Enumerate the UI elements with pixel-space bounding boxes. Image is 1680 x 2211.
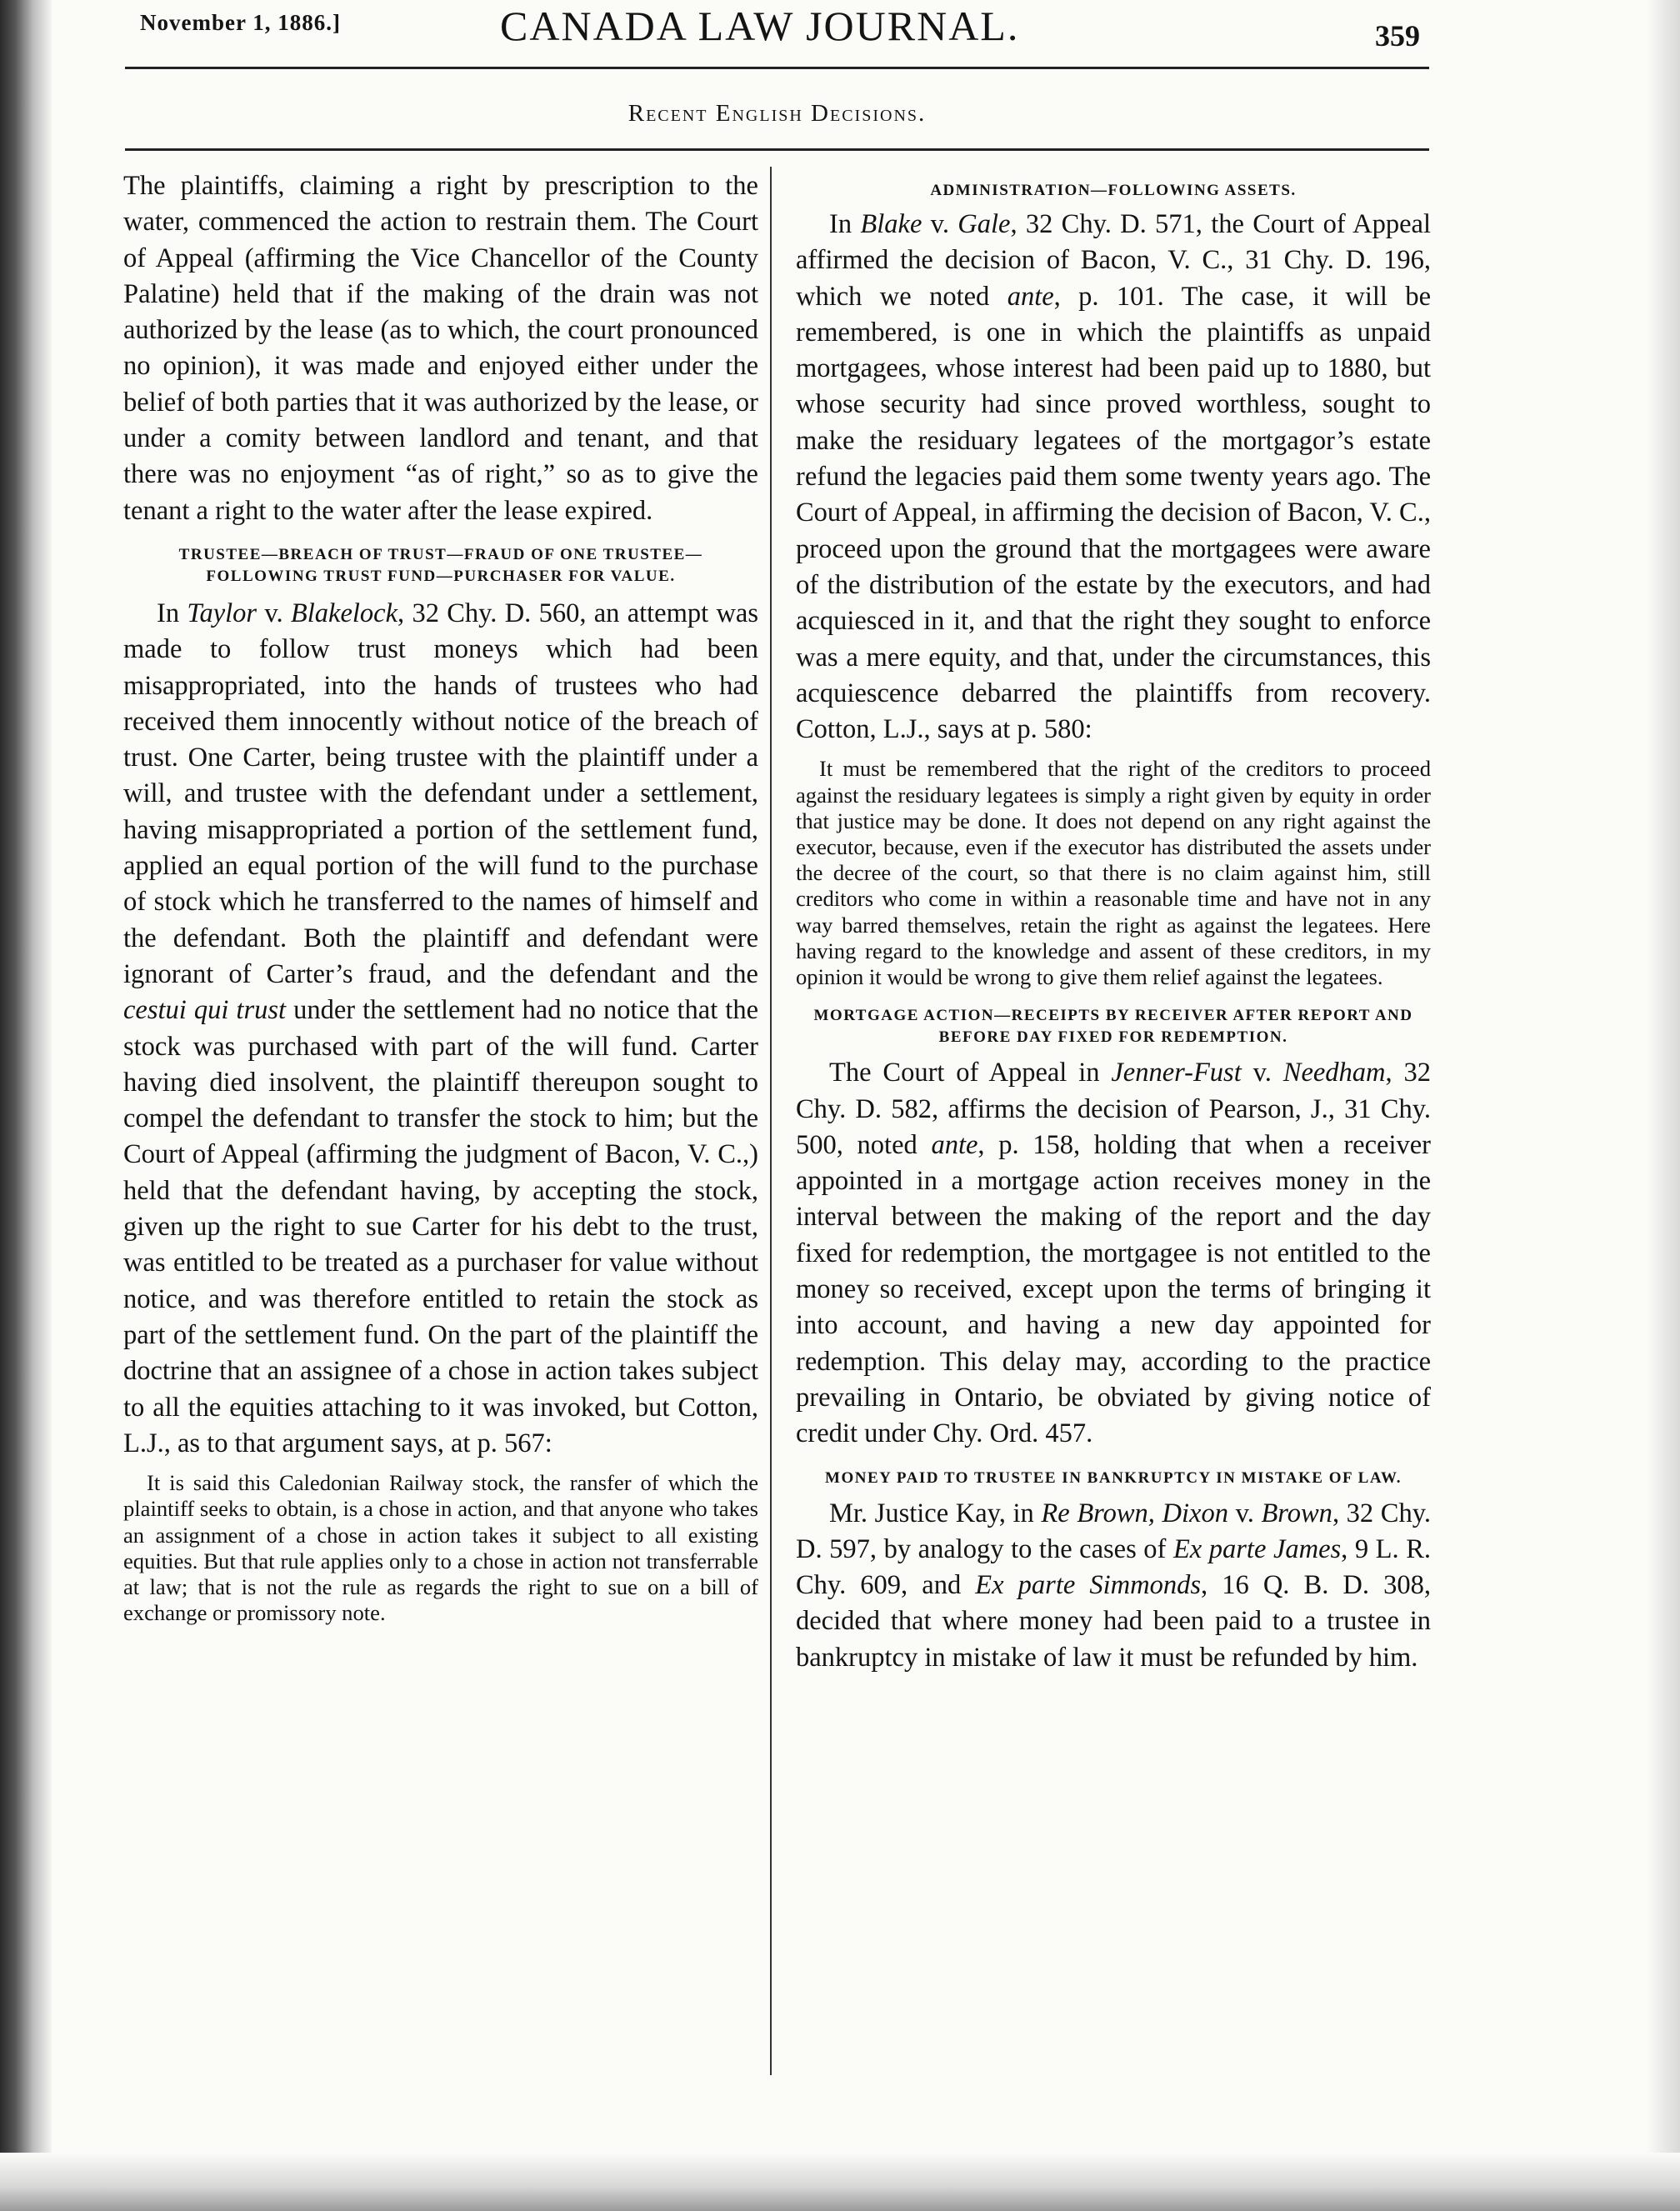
text-run: , 9 L. R. Chy. 609, and (796, 1533, 1431, 1601)
section-title: Recent English Decisions. (628, 100, 927, 127)
text-run: v. (922, 209, 958, 239)
case-name: Jenner-Fust (1111, 1058, 1242, 1088)
journal-title: CANADA LAW JOURNAL. (500, 3, 1020, 49)
right-column (796, 168, 1431, 1676)
case-name: Blakelock (290, 598, 398, 628)
text-run: , p. 101. The case, it will be remembered, is one in which the plaintiffs as unpaid mortgagees, whose interest had been paid up to 1880, but whose security had since proved worthless, sought to make the residuary legatees of the mortgagor’s estate refund the legacies paid them some twenty years ago. The Court of Appeal, in affirming the decision of Bacon, V. C., proceed upon the ground that the mortgagees were aware of the distribution of the estate by the executors, and had acquiesced in it, and that the right they sought to enforce was a mere equity, and that, under the circumstances, this acquiescence debarred the plaintiffs from recovery. Cotton, L.J., says at p. 580: (796, 281, 1432, 745)
left-paragraph-2 (123, 596, 758, 1462)
case-name: Ex parte Simmonds (975, 1570, 1201, 1601)
text-run: , 32 Chy. D. 571, the Court of Appeal affirmed the decision of Bacon, V. C., 31 Chy. D. 196, which we noted (796, 209, 1432, 312)
case-name: Ex parte James (1172, 1533, 1342, 1564)
right-quote: It must be remembered that the right of the creditors to proceed against the residuary legatees is simply a right given by equity in order that justice may be done. It does not depend on any right against the executor, because, even if the executor has distributed the assets under the decree of the court, so that there is no claim against him, still creditors who come in within a reasonable time and have not in any way barred themselves, retain the right as against the legatees. Here having regard to the knowledge and assent of these creditors, in my opinion it would be wrong to give them relief against the legatees. (796, 756, 1431, 990)
case-name: Blake (860, 209, 922, 239)
left-paragraph-1: The plaintiffs, claiming a right by prescription to the water, commenced the action to restrain them. The Court of Appeal (affirming the Vice Chancellor of the County Palatine) held that if the making of the drain was not authorized by the lease (as to which, the court pronounced no opinion), it was made and enjoyed either under the belief of both parties that it was authorized by the lease, or under a comity between landlord and tenant, and that there was no enjoyment “as of right,” so as to give the tenant a right to the water after the lease expired. (123, 171, 758, 526)
latin-term: cestui qui trust (123, 995, 287, 1026)
text-run: In (829, 209, 861, 239)
text-run: Mr. Justice Kay, in (829, 1498, 1042, 1528)
text-run: v. (1241, 1058, 1283, 1088)
text-run: under the settlement had no notice that the stock was purchased with part of the will fund. Carter having died insolvent, the plaintiff thereupon sought to compel the defendant to transfer the stock to him; but the Court of Appeal (affirming the judgment of Bacon, V. C.,) held that the defendant having, by accepting the stock, given up the right to sue Carter for his debt to the trust, was entitled to be treated as a purchaser for value without notice, and was therefore entitled to retain the stock as part of the settlement fund. On the part of the plaintiff the doctrine that an assignee of a chose in action takes subject to all the equities attaching to it was invoked, but Cotton, L.J., as to that argument says, at p. 567: (123, 995, 758, 1458)
left-column (123, 168, 758, 1626)
right-paragraph-2 (796, 1055, 1431, 1452)
text-run: In (157, 598, 188, 628)
header-date: November 1, 1886.] (140, 10, 341, 35)
text-run: , 32 Chy. D. 560, an attempt was made to follow trust moneys which had been misappropriated, into the hands of trustees who had received them innocently without notice of the breach of trust. One Carter, being trustee with the plaintiff under a will, and trustee with the defendant under a settlement, having misappropriated a portion of the settlement fund, applied an equal portion of the will fund to the purchase of stock which he transferred to the names of himself and the defendant. Both the plaintiff and defendant were ignorant of Carter’s fraud, and the defendant and the (123, 598, 758, 989)
right-heading-administration: ADMINISTRATION—FOLLOWING ASSETS. (930, 182, 1297, 199)
latin-term: ante (1007, 281, 1054, 312)
text-run: v. (1228, 1498, 1262, 1528)
case-name: Taylor (187, 598, 258, 628)
text-run: , 32 Chy. D. 597, by analogy to the cases of (796, 1498, 1431, 1564)
section-rule (125, 148, 1429, 151)
text-run: , 16 Q. B. D. 308, decided that where money had been paid to a trustee in bankruptcy in mistake of law it must be refunded by him. (796, 1570, 1431, 1673)
scan-edge-left (0, 0, 52, 2211)
header-rule (125, 67, 1429, 69)
text-run: , 32 Chy. D. 582, affirms the decision of Pearson, J., 31 Chy. 500, noted (796, 1058, 1432, 1160)
text-run: , p. 158, holding that when a receiver appointed in a mortgage action receives money in the interval between the making of the report and the day fixed for redemption, the mortgagee is not entitled to the money so received, except upon the terms of bringing it into account, and having a new day appointed for redemption. This delay may, according to the practice prevailing in Ontario, be obviated by giving notice of credit under Chy. Ord. 457. (796, 1129, 1431, 1449)
case-name: Gale (958, 209, 1011, 239)
left-quote: It is said this Caledonian Railway stock, the ransfer of which the plaintiff seeks to obtain, is a chose in action, and that anyone who takes an assignment of a chose in action takes it subject to all existing equities. But that rule applies only to a chose in action not transferrable at law; that is not the rule as regards the right to sue on a bill of exchange or promissory note. (123, 1470, 758, 1626)
text-run: The Court of Appeal in (829, 1058, 1112, 1088)
scan-edge-right (1647, 0, 1680, 2211)
right-paragraph-1 (796, 207, 1431, 748)
page-number: 359 (1375, 19, 1420, 53)
scan-edge-bottom (0, 2153, 1680, 2211)
case-name: Needham (1282, 1058, 1386, 1088)
latin-term: ante (931, 1129, 978, 1160)
right-paragraph-3 (796, 1496, 1431, 1676)
right-heading-mortgage: MORTGAGE ACTION—RECEIPTS BY RECEIVER AFTER REPORT AND BEFORE DAY FIXED FOR REDEMPTION. (813, 1007, 1413, 1047)
case-name: Re Brown, Dixon (1041, 1498, 1228, 1528)
case-name: Brown (1261, 1498, 1332, 1528)
text-run: v. (257, 598, 291, 628)
left-heading-trustee: TRUSTEE—BREACH OF TRUST—FRAUD OF ONE TRUSTEE—FOLLOWING TRUST FUND—PURCHASER FOR VALUE. (178, 545, 703, 585)
column-divider (770, 167, 772, 2075)
right-heading-money-paid: MONEY PAID TO TRUSTEE IN BANKRUPTCY IN MISTAKE OF LAW. (825, 1468, 1402, 1487)
